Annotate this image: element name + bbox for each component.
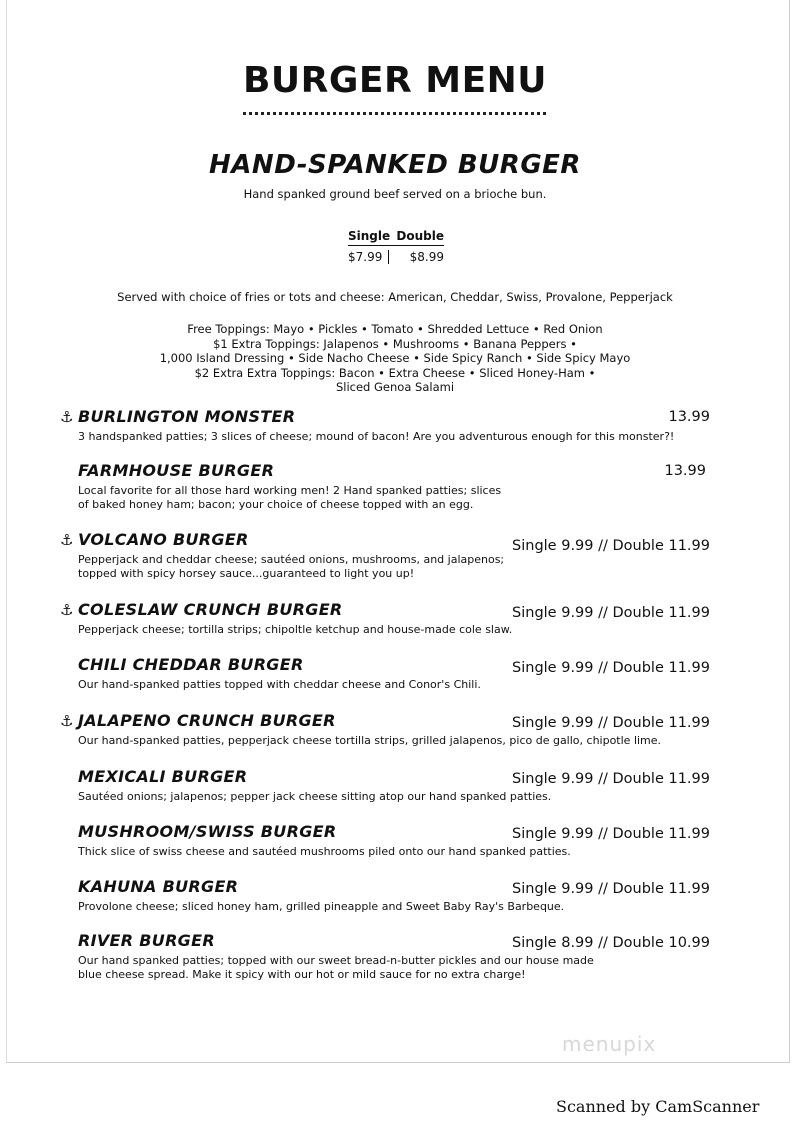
- toppings-line: 1,000 Island Dressing • Side Nacho Cheese • Side Spicy Ranch • Side Spicy Mayo: [159, 351, 631, 366]
- item-price: Single 8.99 // Double 10.99: [512, 935, 710, 951]
- item-price: Single 9.99 // Double 11.99: [512, 881, 710, 897]
- item-price: 13.99: [664, 463, 706, 479]
- item-price: Single 9.99 // Double 11.99: [512, 771, 710, 787]
- anchor-icon: ⚓: [60, 600, 74, 619]
- toppings-line: $2 Extra Extra Toppings: Bacon • Extra Cheese • Sliced Honey-Ham •: [194, 365, 596, 380]
- item-name: VOLCANO BURGER: [78, 530, 249, 549]
- item-price: Single 9.99 // Double 11.99: [512, 605, 710, 621]
- item-description: 3 handspanked patties; 3 slices of cheese; mound of bacon! Are you adventurous enough for this monster?!: [78, 430, 675, 443]
- item-name: JALAPENO CRUNCH BURGER: [78, 711, 336, 730]
- item-name: MUSHROOM/SWISS BURGER: [78, 822, 337, 841]
- item-name: BURLINGTON MONSTER: [78, 407, 296, 426]
- page-title: BURGER MENU: [242, 60, 548, 101]
- toppings-line: Sliced Genoa Salami: [335, 380, 455, 395]
- dotted-divider: [243, 112, 546, 119]
- item-description: Our hand-spanked patties topped with cheddar cheese and Conor's Chili.: [78, 678, 481, 691]
- menu-item-jalapeno-crunch-burger: [60, 711, 720, 748]
- menu-item-coleslaw-crunch-burger: [60, 600, 720, 637]
- item-description: Pepperjack cheese; tortilla strips; chipoltle ketchup and house-made cole slaw.: [78, 623, 513, 636]
- item-price: Single 9.99 // Double 11.99: [512, 538, 710, 554]
- anchor-icon: ⚓: [60, 407, 74, 426]
- item-name: KAHUNA BURGER: [78, 877, 239, 896]
- toppings-block: [0, 322, 790, 395]
- section-title: HAND-SPANKED BURGER: [209, 150, 581, 180]
- menu-item-volcano-burger: [60, 530, 720, 580]
- item-description: Provolone cheese; sliced honey ham, grilled pineapple and Sweet Baby Ray's Barbeque.: [78, 900, 565, 913]
- item-name: RIVER BURGER: [78, 931, 215, 950]
- menu-item-mushroom-swiss-burger: [60, 822, 720, 859]
- item-price: Single 9.99 // Double 11.99: [512, 715, 710, 731]
- item-name: FARMHOUSE BURGER: [78, 461, 275, 480]
- single-price: $7.99: [348, 250, 389, 264]
- menu-item-farmhouse-burger: [60, 461, 720, 511]
- item-price: Single 9.99 // Double 11.99: [512, 826, 710, 842]
- toppings-line: Free Toppings: Mayo • Pickles • Tomato • Shredded Lettuce • Red Onion: [187, 322, 603, 336]
- menu-item-burlington-monster: [60, 407, 720, 444]
- menu-item-mexicali-burger: [60, 767, 720, 804]
- single-label: Single: [348, 229, 391, 243]
- double-price: $8.99: [409, 250, 444, 264]
- watermark: menupix: [562, 1032, 657, 1056]
- item-price: 13.99: [668, 409, 710, 425]
- item-description: Sautéed onions; jalapenos; pepper jack cheese sitting atop our hand spanked patties.: [78, 790, 552, 803]
- menu-item-kahuna-burger: [60, 877, 720, 914]
- anchor-icon: ⚓: [60, 711, 74, 730]
- item-name: MEXICALI BURGER: [78, 767, 248, 786]
- double-label: Double: [396, 229, 444, 243]
- section-description: Hand spanked ground beef served on a brioche bun.: [243, 187, 547, 201]
- item-description: Pepperjack and cheddar cheese; sautéed onions, mushrooms, and jalapenos; topped with spicy horsey sauce...guaranteed to light you up!: [78, 553, 505, 580]
- item-description: Our hand spanked patties; topped with our sweet bread-n-butter pickles and our house made blue cheese spread. Make it spicy with our hot or mild sauce for no extra charge!: [78, 954, 594, 981]
- menu-item-river-burger: [60, 931, 720, 981]
- anchor-icon: ⚓: [60, 530, 74, 549]
- item-description: Thick slice of swiss cheese and sautéed mushrooms piled onto our hand spanked patties.: [78, 845, 571, 858]
- served-with-text: Served with choice of fries or tots and cheese: American, Cheddar, Swiss, Provalone, Pepperjack: [117, 290, 673, 304]
- item-name: CHILI CHEDDAR BURGER: [78, 655, 304, 674]
- toppings-line: $1 Extra Toppings: Jalapenos • Mushrooms • Banana Peppers •: [213, 336, 577, 351]
- item-description: Local favorite for all those hard working men! 2 Hand spanked patties; slices of baked honey ham; bacon; your choice of cheese topped with an egg.: [78, 484, 502, 511]
- item-description: Our hand-spanked patties, pepperjack cheese tortilla strips, grilled jalapenos, pico de gallo, chipotle lime.: [78, 734, 662, 747]
- item-name: COLESLAW CRUNCH BURGER: [78, 600, 343, 619]
- menu-item-chili-cheddar-burger: [60, 655, 720, 692]
- scanned-by-label: Scanned by CamScanner: [556, 1097, 760, 1116]
- item-price: Single 9.99 // Double 11.99: [512, 660, 710, 676]
- base-price-table: [348, 229, 444, 264]
